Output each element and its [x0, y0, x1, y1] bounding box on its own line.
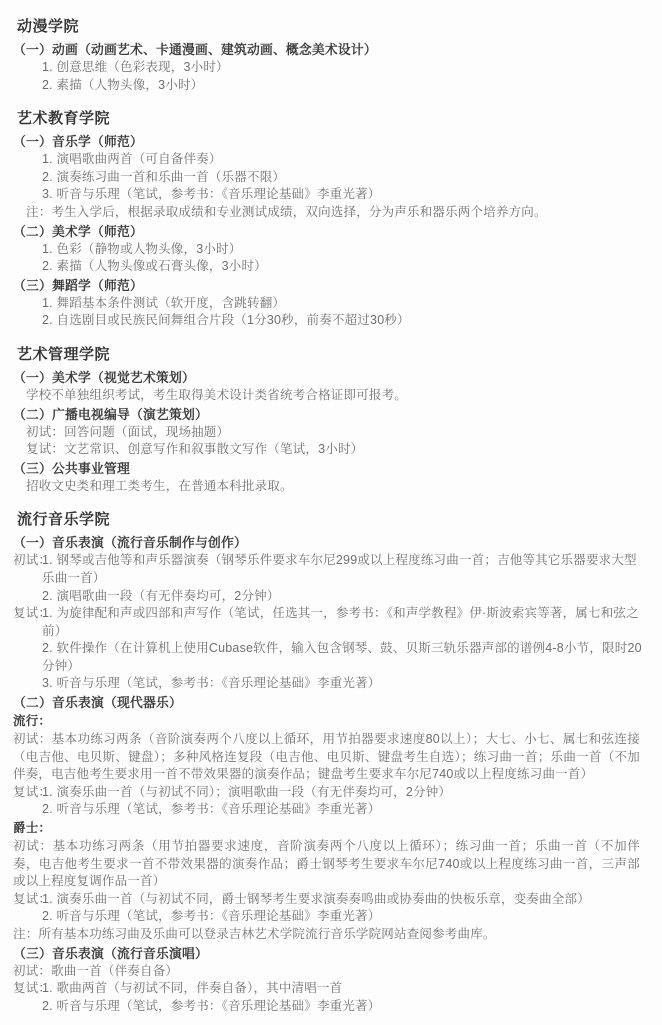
exam-stage-label: 初试： — [13, 553, 52, 568]
section-title: 动漫学院 — [17, 18, 80, 35]
paragraph: 注：所有基本功练习曲及乐曲可以登录吉林艺术学院流行音乐学院网站查阅参考曲库。 — [13, 927, 496, 941]
style-label: 流行： — [13, 714, 52, 729]
list-item: 3. 听音与乐理（笔试，参考书：《音乐理论基础》李重光著） — [42, 187, 381, 202]
description-line: 初试：回答问题（面试，现场抽题） — [26, 424, 230, 439]
section — [0, 344, 642, 495]
list-item: 2. 自选剧目或民族民间舞组合片段（1分30秒，前奏不超过30秒） — [42, 313, 410, 328]
exam-item: 1. 演奏乐曲一首（与初试不同，爵士钢琴考生要求演奏奏鸣曲或协奏曲的快板乐章，变奏曲全部） — [42, 891, 590, 906]
description-line: 学校不单独组织考试，考生取得美术设计类省统考合格证即可报考。 — [26, 387, 408, 402]
list-item: 1. 色彩（静物或人物头像，3小时） — [42, 241, 242, 256]
exam-item: 2. 听音与乐理（笔试，参考书：《音乐理论基础》李重光著） — [42, 802, 381, 817]
subsection-heading: （二）美术学（师范） — [13, 223, 143, 239]
section — [0, 509, 642, 1015]
exam-item: 2. 听音与乐理（笔试，参考书：《音乐理论基础》李重光著） — [42, 998, 381, 1013]
list-item: 1. 演唱歌曲两首（可自备伴奏） — [42, 152, 222, 167]
list-item: 2. 素描（人物头像，3小时） — [42, 77, 204, 92]
exam-block — [0, 552, 642, 605]
exam-item: 2. 演唱歌曲一段（有无伴奏均可，2分钟） — [42, 588, 280, 603]
section-title: 艺术教育学院 — [17, 110, 111, 128]
exam-stage-label: 复试： — [13, 981, 52, 996]
exam-item: 1. 钢琴或吉他等和声乐器演奏（钢琴乐件要求车尔尼299或以上程度练习曲一首；吉他等其它乐器要求大型乐曲一首） — [42, 553, 637, 585]
exam-item: 3. 听音与乐理（笔试，参考书：《音乐理论基础》李重光著） — [42, 676, 381, 691]
style-label: 爵士： — [13, 821, 52, 836]
paragraph: 初试：基本功练习两条（音阶演奏两个八度以上循环，用节拍器要求速度80以上）；大七、小七、属七和弦连接（电吉他、电贝斯、键盘）；多种风格连复段（电吉他、电贝斯、键盘考生自选）；练习曲一首；乐曲一首（不加伴奏，电吉他考生要求用一首不带效果器的演奏作品；键盘考生要求车尔尼740或以上程度练习曲一首） — [13, 732, 640, 782]
subsection-heading: （二）音乐表演（现代器乐） — [13, 695, 182, 711]
exam-block — [0, 980, 642, 1015]
list-item: 2. 素描（人物头像或石膏头像，3小时） — [42, 259, 267, 274]
section-title: 流行音乐学院 — [17, 511, 111, 529]
list-item: 1. 创意思维（色彩表现，3小时） — [42, 60, 229, 74]
section — [0, 16, 642, 94]
subsection-heading: （一）动画（动画艺术、卡通漫画、建筑动画、概念美术设计） — [13, 42, 377, 57]
list-item: 2. 演奏练习曲一首和乐曲一首（乐器不限） — [42, 169, 286, 184]
subsection-heading: （三）音乐表演（流行音乐演唱） — [13, 945, 208, 961]
description-line: 复试：文艺常识、创意写作和叙事散文写作（笔试，3小时） — [26, 442, 364, 457]
section-title: 艺术管理学院 — [17, 345, 111, 363]
exam-stage-label: 复试： — [13, 891, 52, 906]
exam-item: 1. 为旋律配和声或四部和声写作（笔试，任选其一，参考书：《和声学教程》伊·斯波索宾等著，属七和弦之前） — [42, 606, 639, 638]
list-item: 1. 舞蹈基本条件测试（软开度，含跳转翻） — [42, 295, 286, 310]
exam-item: 2. 软件操作（在计算机上使用Cubase软件，输入包含钢琴、鼓、贝斯三轨乐器声部的谱例4-8小节，限时20分钟） — [42, 641, 642, 673]
section — [0, 108, 642, 330]
subsection-heading: （三）公共事业管理 — [13, 460, 130, 476]
exam-item: 1. 歌曲两首（与初试不同，伴奏自备），其中清唱一首 — [42, 981, 343, 996]
paragraph: 初试：歌曲一首（伴奏自备） — [13, 963, 179, 978]
exam-item: 1. 演奏乐曲一首（与初试不同）；演唱歌曲一段（有无伴奏均可，2分钟） — [42, 784, 452, 799]
subsection-heading: （一）美术学（视觉艺术策划） — [13, 369, 195, 385]
subsection-heading: （三）舞蹈学（师范） — [13, 277, 143, 293]
exam-item: 2. 听音与乐理（笔试，参考书：《音乐理论基础》李重光著） — [42, 909, 381, 924]
subsection-heading: （二）广播电视编导（演艺策划） — [13, 406, 208, 422]
exam-stage-label: 复试： — [13, 784, 52, 799]
exam-stage-label: 复试： — [13, 606, 52, 621]
paragraph: 初试：基本功练习两条（用节拍器要求速度，音阶演奏两个八度以上循环）；练习曲一首；乐曲一首（不加伴奏，电吉他考生要求一首不带效果器的演奏作品；爵士钢琴考生要求车尔尼740或以上程度练习曲一首，三声部或以上程度复调作品一首） — [13, 839, 640, 889]
exam-block — [0, 891, 642, 926]
description-line: 招收文史类和理工类考生，在普通本科批录取。 — [26, 478, 293, 493]
note-line: 注：考生入学后，根据录取成绩和专业测试成绩，双向选择，分为声乐和器乐两个培养方向。 — [26, 204, 547, 219]
subsection-heading: （一）音乐表演（流行音乐制作与创作） — [13, 535, 247, 551]
exam-block — [0, 784, 642, 819]
exam-block — [0, 605, 642, 693]
subsection-heading: （一）音乐学（师范） — [13, 134, 143, 150]
